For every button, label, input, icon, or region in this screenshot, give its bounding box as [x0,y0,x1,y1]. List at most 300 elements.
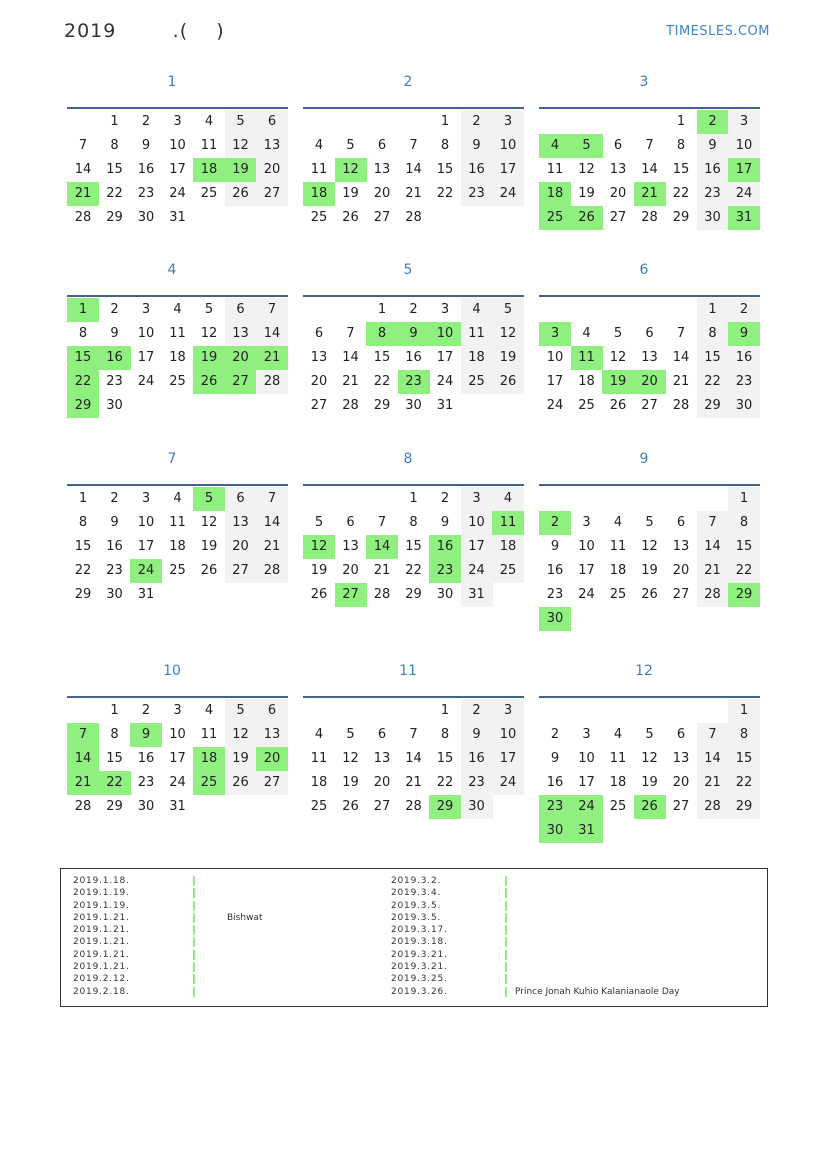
day-cell[interactable]: 13 [225,511,257,535]
day-cell[interactable]: 25 [193,771,225,795]
day-cell[interactable]: 16 [697,158,729,182]
day-cell[interactable]: 20 [672,775,690,790]
day-cell[interactable]: 5 [225,110,257,134]
day-cell[interactable]: 13 [373,162,391,177]
day-cell[interactable]: 26 [193,370,225,394]
day-cell[interactable]: 24 [492,771,524,795]
day-cell[interactable]: 7 [256,298,288,322]
day-cell[interactable]: 5 [204,302,214,317]
day-cell[interactable]: 2 [728,298,760,322]
day-cell[interactable]: 30 [728,394,760,418]
day-cell[interactable]: 27 [310,398,328,413]
day-cell[interactable]: 30 [539,819,571,843]
day-cell[interactable]: 6 [676,727,686,742]
day-cell[interactable]: 7 [256,487,288,511]
day-cell[interactable]: 8 [728,723,760,747]
day-cell[interactable]: 26 [225,182,257,206]
day-cell[interactable]: 4 [314,138,324,153]
day-cell[interactable]: 10 [578,539,595,554]
day-cell[interactable]: 18 [609,563,627,578]
day-cell[interactable]: 28 [697,795,729,819]
day-cell[interactable]: 22 [373,374,391,389]
site-logo[interactable]: TIMESLES.COM [666,24,770,39]
day-cell[interactable]: 3 [461,487,493,511]
day-cell[interactable]: 12 [303,535,335,559]
day-cell[interactable]: 14 [67,747,99,771]
day-cell[interactable]: 4 [539,134,571,158]
day-cell[interactable]: 8 [697,322,729,346]
day-cell[interactable]: 7 [676,326,686,341]
day-cell[interactable]: 27 [373,210,391,225]
day-cell[interactable]: 4 [204,114,214,129]
day-cell[interactable]: 14 [74,162,92,177]
day-cell[interactable]: 28 [256,370,288,394]
day-cell[interactable]: 22 [106,186,123,201]
day-cell[interactable]: 19 [641,775,658,790]
day-cell[interactable]: 27 [373,799,391,814]
day-cell[interactable]: 9 [110,326,119,341]
day-cell[interactable]: 22 [405,563,422,578]
day-cell[interactable]: 19 [342,186,359,201]
day-cell[interactable]: 3 [440,302,450,317]
day-cell[interactable]: 26 [310,587,328,602]
day-cell[interactable]: 11 [200,727,218,742]
day-cell[interactable]: 29 [672,210,690,225]
day-cell[interactable]: 2 [697,110,729,134]
day-cell[interactable]: 14 [697,535,729,559]
day-cell[interactable]: 5 [193,487,225,511]
day-cell[interactable]: 7 [409,727,418,742]
day-cell[interactable]: 6 [377,138,387,153]
day-cell[interactable]: 24 [169,775,186,790]
day-cell[interactable]: 6 [256,699,288,723]
day-cell[interactable]: 19 [492,346,524,370]
day-cell[interactable]: 28 [74,799,92,814]
day-cell[interactable]: 2 [461,699,493,723]
day-cell[interactable]: 3 [492,699,524,723]
day-cell[interactable]: 19 [602,370,634,394]
day-cell[interactable]: 21 [697,771,729,795]
day-cell[interactable]: 13 [609,162,627,177]
day-cell[interactable]: 7 [377,515,387,530]
day-cell[interactable]: 11 [492,511,524,535]
day-cell[interactable]: 8 [728,511,760,535]
day-cell[interactable]: 12 [492,322,524,346]
day-cell[interactable]: 22 [74,563,92,578]
day-cell[interactable]: 5 [346,727,355,742]
day-cell[interactable]: 29 [405,587,422,602]
day-cell[interactable]: 24 [578,587,595,602]
day-cell[interactable]: 18 [461,346,493,370]
day-cell[interactable]: 23 [697,182,729,206]
day-cell[interactable]: 17 [461,535,493,559]
day-cell[interactable]: 26 [225,771,257,795]
day-cell[interactable]: 18 [310,775,328,790]
day-cell[interactable]: 20 [225,535,257,559]
day-cell[interactable]: 27 [641,398,658,413]
day-cell[interactable]: 16 [461,158,493,182]
day-cell[interactable]: 26 [492,370,524,394]
day-cell[interactable]: 9 [728,322,760,346]
day-cell[interactable]: 2 [550,727,560,742]
day-cell[interactable]: 11 [200,138,218,153]
day-cell[interactable]: 2 [141,114,151,129]
day-cell[interactable]: 18 [492,535,524,559]
day-cell[interactable]: 7 [697,723,729,747]
day-cell[interactable]: 23 [539,795,571,819]
day-cell[interactable]: 24 [130,559,162,583]
day-cell[interactable]: 4 [314,727,324,742]
day-cell[interactable]: 30 [137,210,155,225]
day-cell[interactable]: 20 [373,775,391,790]
day-cell[interactable]: 14 [405,751,422,766]
day-cell[interactable]: 19 [342,775,359,790]
day-cell[interactable]: 6 [314,326,324,341]
day-cell[interactable]: 12 [200,326,218,341]
day-cell[interactable]: 4 [173,302,182,317]
day-cell[interactable]: 29 [67,394,99,418]
day-cell[interactable]: 3 [728,110,760,134]
day-cell[interactable]: 17 [578,563,595,578]
day-cell[interactable]: 23 [461,182,493,206]
day-cell[interactable]: 19 [310,563,328,578]
day-cell[interactable]: 10 [137,326,155,341]
day-cell[interactable]: 22 [436,186,454,201]
day-cell[interactable]: 28 [697,583,729,607]
day-cell[interactable]: 10 [429,322,461,346]
day-cell[interactable]: 14 [342,350,359,365]
day-cell[interactable]: 4 [204,703,214,718]
day-cell[interactable]: 23 [461,771,493,795]
day-cell[interactable]: 13 [672,751,690,766]
day-cell[interactable]: 15 [672,162,690,177]
day-cell[interactable]: 18 [578,374,595,389]
day-cell[interactable]: 25 [492,559,524,583]
day-cell[interactable]: 2 [141,703,151,718]
day-cell[interactable]: 12 [609,350,627,365]
day-cell[interactable]: 10 [169,727,186,742]
day-cell[interactable]: 25 [461,370,493,394]
day-cell[interactable]: 27 [672,799,690,814]
day-cell[interactable]: 30 [436,587,454,602]
day-cell[interactable]: 19 [225,158,257,182]
day-cell[interactable]: 10 [492,134,524,158]
day-cell[interactable]: 14 [366,535,398,559]
day-cell[interactable]: 10 [461,511,493,535]
day-cell[interactable]: 29 [429,795,461,819]
day-cell[interactable]: 23 [137,775,155,790]
day-cell[interactable]: 23 [106,374,123,389]
day-cell[interactable]: 15 [106,162,123,177]
day-cell[interactable]: 18 [169,539,186,554]
day-cell[interactable]: 21 [256,535,288,559]
day-cell[interactable]: 5 [645,515,654,530]
day-cell[interactable]: 15 [697,346,729,370]
day-cell[interactable]: 25 [609,587,627,602]
day-cell[interactable]: 17 [169,751,186,766]
day-cell[interactable]: 27 [256,771,288,795]
day-cell[interactable]: 18 [609,775,627,790]
day-cell[interactable]: 4 [582,326,591,341]
day-cell[interactable]: 4 [461,298,493,322]
day-cell[interactable]: 21 [67,771,99,795]
day-cell[interactable]: 9 [461,134,493,158]
day-cell[interactable]: 9 [398,322,430,346]
day-cell[interactable]: 6 [645,326,654,341]
day-cell[interactable]: 11 [546,162,564,177]
day-cell[interactable]: 12 [225,134,257,158]
day-cell[interactable]: 11 [571,346,603,370]
day-cell[interactable]: 28 [74,210,92,225]
day-cell[interactable]: 27 [335,583,367,607]
day-cell[interactable]: 23 [728,370,760,394]
day-cell[interactable]: 1 [377,302,387,317]
day-cell[interactable]: 2 [409,302,418,317]
day-cell[interactable]: 17 [546,374,564,389]
day-cell[interactable]: 16 [137,751,155,766]
day-cell[interactable]: 17 [578,775,595,790]
day-cell[interactable]: 21 [373,563,391,578]
day-cell[interactable]: 3 [173,114,182,129]
day-cell[interactable]: 10 [728,134,760,158]
day-cell[interactable]: 18 [539,182,571,206]
day-cell[interactable]: 7 [697,511,729,535]
day-cell[interactable]: 26 [571,206,603,230]
day-cell[interactable]: 3 [141,491,151,506]
day-cell[interactable]: 10 [137,515,155,530]
day-cell[interactable]: 15 [67,346,99,370]
day-cell[interactable]: 17 [436,350,454,365]
day-cell[interactable]: 15 [436,162,454,177]
day-cell[interactable]: 20 [310,374,328,389]
day-cell[interactable]: 9 [440,515,450,530]
day-cell[interactable]: 30 [539,607,571,631]
day-cell[interactable]: 12 [200,515,218,530]
day-cell[interactable]: 26 [641,587,658,602]
day-cell[interactable]: 29 [106,210,123,225]
day-cell[interactable]: 16 [405,350,422,365]
day-cell[interactable]: 18 [303,182,335,206]
day-cell[interactable]: 20 [634,370,666,394]
day-cell[interactable]: 30 [405,398,422,413]
day-cell[interactable]: 13 [342,539,359,554]
day-cell[interactable]: 8 [409,515,418,530]
day-cell[interactable]: 11 [169,326,186,341]
day-cell[interactable]: 1 [697,298,729,322]
day-cell[interactable]: 8 [110,727,119,742]
day-cell[interactable]: 31 [571,819,603,843]
day-cell[interactable]: 22 [672,186,690,201]
day-cell[interactable]: 8 [440,727,450,742]
day-cell[interactable]: 30 [461,795,493,819]
day-cell[interactable]: 31 [436,398,454,413]
day-cell[interactable]: 8 [78,515,88,530]
day-cell[interactable]: 21 [634,182,666,206]
day-cell[interactable]: 28 [405,210,422,225]
day-cell[interactable]: 28 [672,398,690,413]
day-cell[interactable]: 5 [314,515,324,530]
day-cell[interactable]: 20 [256,747,288,771]
day-cell[interactable]: 22 [697,370,729,394]
day-cell[interactable]: 24 [571,795,603,819]
day-cell[interactable]: 18 [193,158,225,182]
day-cell[interactable]: 25 [539,206,571,230]
day-cell[interactable]: 29 [697,394,729,418]
day-cell[interactable]: 16 [728,346,760,370]
day-cell[interactable]: 1 [440,114,450,129]
day-cell[interactable]: 7 [78,138,88,153]
day-cell[interactable]: 22 [728,771,760,795]
day-cell[interactable]: 12 [641,539,658,554]
day-cell[interactable]: 4 [613,515,623,530]
day-cell[interactable]: 15 [436,751,454,766]
day-cell[interactable]: 2 [539,511,571,535]
day-cell[interactable]: 20 [256,158,288,182]
day-cell[interactable]: 21 [342,374,359,389]
day-cell[interactable]: 27 [225,559,257,583]
day-cell[interactable]: 20 [225,346,257,370]
day-cell[interactable]: 4 [173,491,182,506]
day-cell[interactable]: 26 [342,799,359,814]
day-cell[interactable]: 6 [256,110,288,134]
day-cell[interactable]: 2 [461,110,493,134]
day-cell[interactable]: 31 [728,206,760,230]
day-cell[interactable]: 21 [405,186,422,201]
day-cell[interactable]: 13 [373,751,391,766]
day-cell[interactable]: 30 [697,206,729,230]
day-cell[interactable]: 29 [74,587,92,602]
day-cell[interactable]: 8 [366,322,398,346]
day-cell[interactable]: 13 [256,134,288,158]
day-cell[interactable]: 9 [550,751,560,766]
day-cell[interactable]: 14 [697,747,729,771]
day-cell[interactable]: 7 [346,326,355,341]
day-cell[interactable]: 8 [676,138,686,153]
day-cell[interactable]: 4 [492,487,524,511]
day-cell[interactable]: 5 [645,727,654,742]
day-cell[interactable]: 28 [405,799,422,814]
day-cell[interactable]: 24 [169,186,186,201]
day-cell[interactable]: 15 [728,535,760,559]
day-cell[interactable]: 1 [110,703,119,718]
day-cell[interactable]: 1 [676,114,686,129]
day-cell[interactable]: 11 [310,751,328,766]
day-cell[interactable]: 22 [99,771,131,795]
day-cell[interactable]: 19 [641,563,658,578]
day-cell[interactable]: 31 [169,210,186,225]
day-cell[interactable]: 21 [256,346,288,370]
day-cell[interactable]: 24 [546,398,564,413]
day-cell[interactable]: 29 [728,795,760,819]
day-cell[interactable]: 11 [461,322,493,346]
day-cell[interactable]: 16 [546,563,564,578]
day-cell[interactable]: 28 [342,398,359,413]
day-cell[interactable]: 19 [225,747,257,771]
day-cell[interactable]: 31 [461,583,493,607]
day-cell[interactable]: 28 [373,587,391,602]
day-cell[interactable]: 21 [405,775,422,790]
day-cell[interactable]: 30 [106,398,123,413]
day-cell[interactable]: 15 [74,539,92,554]
day-cell[interactable]: 25 [578,398,595,413]
day-cell[interactable]: 11 [609,751,627,766]
day-cell[interactable]: 20 [373,186,391,201]
day-cell[interactable]: 3 [141,302,151,317]
day-cell[interactable]: 29 [728,583,760,607]
day-cell[interactable]: 6 [225,298,257,322]
day-cell[interactable]: 18 [169,350,186,365]
day-cell[interactable]: 25 [169,563,186,578]
day-cell[interactable]: 19 [193,346,225,370]
day-cell[interactable]: 17 [728,158,760,182]
day-cell[interactable]: 22 [728,559,760,583]
day-cell[interactable]: 25 [310,799,328,814]
day-cell[interactable]: 24 [137,374,155,389]
day-cell[interactable]: 31 [169,799,186,814]
day-cell[interactable]: 31 [137,587,155,602]
day-cell[interactable]: 14 [641,162,658,177]
day-cell[interactable]: 25 [200,186,218,201]
day-cell[interactable]: 9 [130,723,162,747]
day-cell[interactable]: 15 [728,747,760,771]
day-cell[interactable]: 26 [634,795,666,819]
day-cell[interactable]: 10 [169,138,186,153]
day-cell[interactable]: 23 [546,587,564,602]
day-cell[interactable]: 17 [137,539,155,554]
day-cell[interactable]: 23 [398,370,430,394]
day-cell[interactable]: 17 [492,158,524,182]
day-cell[interactable]: 22 [436,775,454,790]
day-cell[interactable]: 30 [137,799,155,814]
day-cell[interactable]: 30 [106,587,123,602]
day-cell[interactable]: 16 [461,747,493,771]
day-cell[interactable]: 15 [106,751,123,766]
day-cell[interactable]: 2 [440,491,450,506]
day-cell[interactable]: 4 [613,727,623,742]
day-cell[interactable]: 1 [728,699,760,723]
day-cell[interactable]: 28 [256,559,288,583]
day-cell[interactable]: 12 [641,751,658,766]
day-cell[interactable]: 27 [256,182,288,206]
day-cell[interactable]: 5 [613,326,623,341]
day-cell[interactable]: 19 [578,186,595,201]
day-cell[interactable]: 23 [137,186,155,201]
day-cell[interactable]: 8 [110,138,119,153]
day-cell[interactable]: 7 [645,138,654,153]
day-cell[interactable]: 16 [106,539,123,554]
day-cell[interactable]: 13 [641,350,658,365]
day-cell[interactable]: 14 [672,350,690,365]
day-cell[interactable]: 6 [377,727,387,742]
day-cell[interactable]: 25 [310,210,328,225]
day-cell[interactable]: 1 [110,114,119,129]
day-cell[interactable]: 13 [310,350,328,365]
day-cell[interactable]: 1 [440,703,450,718]
day-cell[interactable]: 8 [440,138,450,153]
day-cell[interactable]: 7 [67,723,99,747]
day-cell[interactable]: 15 [405,539,422,554]
day-cell[interactable]: 23 [106,563,123,578]
day-cell[interactable]: 11 [310,162,328,177]
day-cell[interactable]: 9 [697,134,729,158]
day-cell[interactable]: 10 [492,723,524,747]
day-cell[interactable]: 24 [461,559,493,583]
day-cell[interactable]: 20 [342,563,359,578]
day-cell[interactable]: 24 [492,182,524,206]
day-cell[interactable]: 25 [169,374,186,389]
day-cell[interactable]: 7 [409,138,418,153]
day-cell[interactable]: 13 [225,322,257,346]
